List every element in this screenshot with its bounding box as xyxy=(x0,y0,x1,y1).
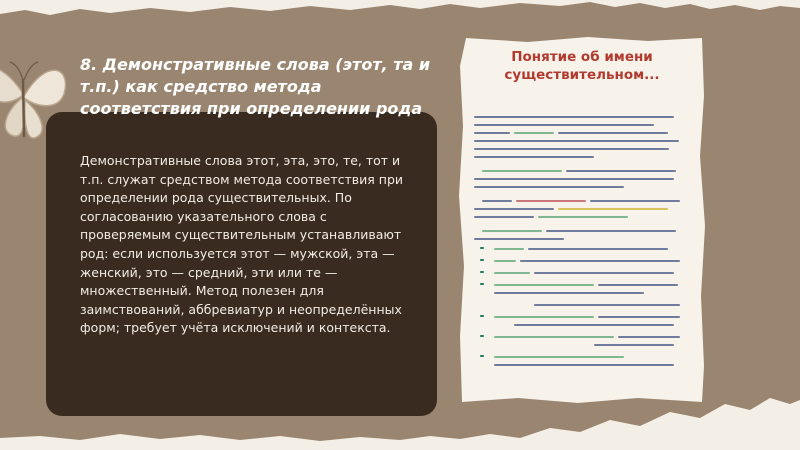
document-text-lines xyxy=(474,114,694,394)
slide-body-text: Демонстративные слова этот, эта, это, те, тот и т.п. служат средством метода соответствия при определении рода существительных. По согласованию указательного слова с проверяемым существительным устанавливают род: если используется этот — мужской, эта — женский, это — средний, эти или те — множественный. Метод полезен для заимствований, аббревиатур и неопределённых форм; требует учёта исключений и контекста. xyxy=(80,153,404,336)
butterfly-icon xyxy=(0,40,70,150)
torn-paper-top xyxy=(0,0,800,30)
document-title: Понятие об имени существительном... xyxy=(504,49,660,83)
document-image xyxy=(458,36,706,404)
slide-title: 8. Демонстративные слова (этот, та и т.п.) как средство метода соответствия при определении рода xyxy=(80,55,431,118)
